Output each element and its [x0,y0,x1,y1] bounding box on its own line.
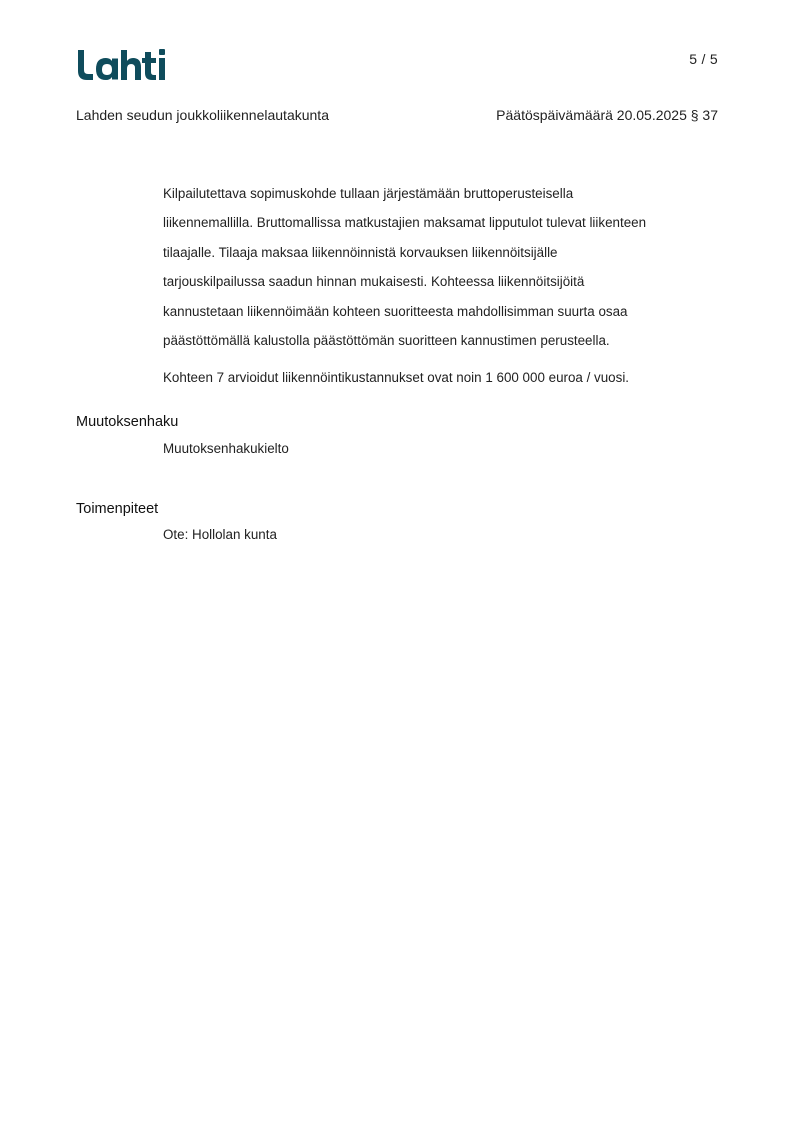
actions-heading: Toimenpiteet [76,501,159,517]
paragraph-line: tilaajalle. Tilaaja maksaa liikennöinnistä korvauksen liikennöitsijälle [163,244,558,260]
page-number: 5 / 5 [689,51,718,67]
decision-paragraph [163,179,723,355]
cost-paragraph: Kohteen 7 arvioidut liikennöintikustannukset ovat noin 1 600 000 euroa / vuosi. [163,370,630,385]
paragraph-line: tarjouskilpailussa saadun hinnan mukaisesti. Kohteessa liikennöitsijöitä [163,274,585,290]
paragraph-line: kannustetaan liikennöimään kohteen suoritteesta mahdollisimman suurta osaa [163,303,628,319]
actions-text: Ote: Hollolan kunta [163,527,277,542]
organization-name: Lahden seudun joukkoliikennelautakunta [76,107,329,123]
lahti-logo-icon [76,47,168,81]
appeal-heading: Muutoksenhaku [76,414,179,430]
paragraph-line: Kilpailutettava sopimuskohde tullaan järjestämään bruttoperusteisella [163,186,574,201]
appeal-text: Muutoksenhakukielto [163,441,289,456]
lahti-logo [76,47,168,81]
paragraph-line: liikennemallilla. Bruttomallissa matkustajien maksamat lipputulot tulevat liikenteen [163,215,647,231]
paragraph-line: päästöttömällä kalustolla päästöttömän suoritteen kannustimen perusteella. [163,333,610,349]
decision-date: Päätöspäivämäärä 20.05.2025 § 37 [496,107,718,123]
